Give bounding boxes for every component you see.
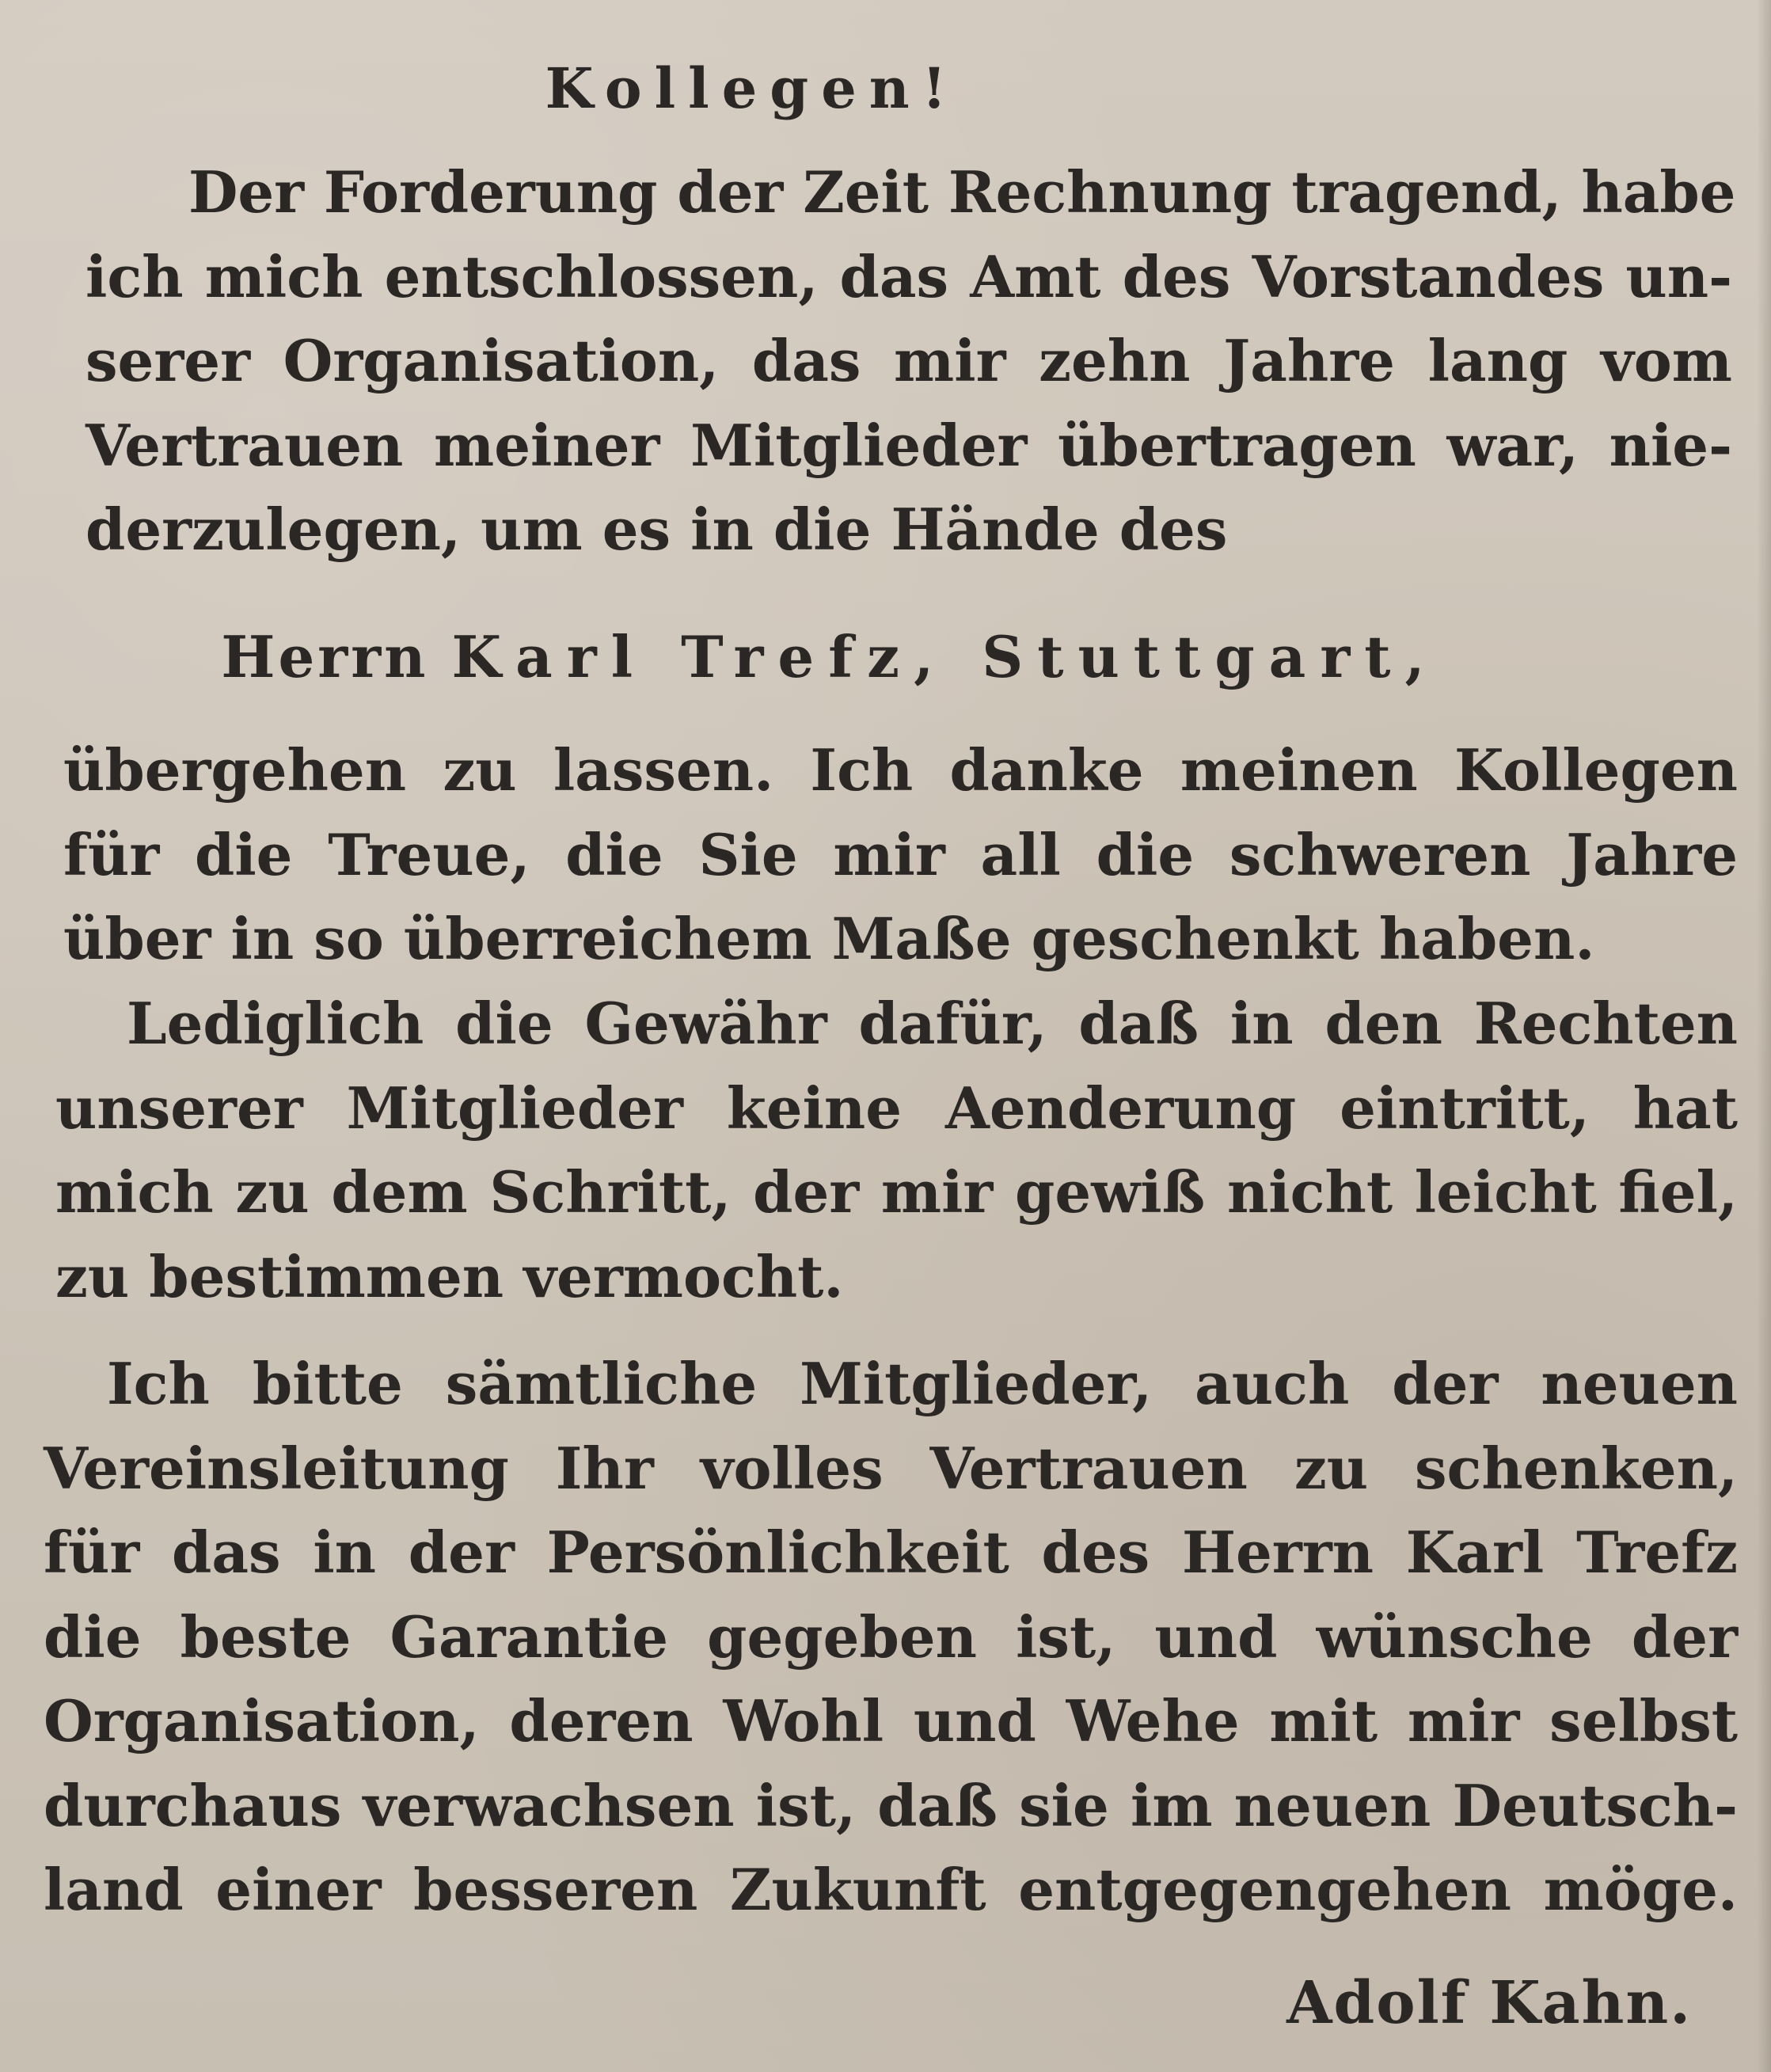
successor-name: Karl Trefz, Stuttgart,	[451, 623, 1439, 690]
paragraph-2-line: übergehen zu lassen. Ich danke meinen Kollegen	[63, 736, 1738, 804]
paragraph-4-line: Organisation, deren Wohl und Wehe mit mir selbst	[44, 1687, 1738, 1755]
paragraph-3-line: Lediglich die Gewähr dafür, daß in den Rechten	[127, 990, 1738, 1057]
paragraph-1	[86, 150, 1736, 572]
paragraph-1-line: derzulegen, um es in die Hände des	[86, 496, 1228, 563]
successor-salutation: Herrn	[221, 623, 452, 690]
successor-name-line	[0, 614, 1771, 701]
paragraph-4-line: Ich bitte sämtliche Mitglieder, auch der neuen	[107, 1350, 1738, 1417]
paragraph-3-line: mich zu dem Schritt, der mir gewiß nicht leicht fiel,	[55, 1158, 1738, 1226]
paragraph-4-line: für das in der Persönlichkeit des Herrn Karl Trefz	[44, 1519, 1738, 1586]
paragraph-4-line: Vereinsleitung Ihr volles Vertrauen zu schenken,	[44, 1434, 1738, 1502]
paragraph-2-line: für die Treue, die Sie mir all die schweren Jahre	[63, 820, 1738, 888]
paragraph-4-line: durchaus verwachsen ist, daß sie im neuen Deutsch-	[44, 1771, 1738, 1839]
paragraph-2-line: über in so überreichem Maße geschenkt haben.	[63, 905, 1595, 972]
paragraph-2	[63, 728, 1738, 982]
paragraph-3	[55, 982, 1738, 1319]
paragraph-3-line: zu bestimmen vermocht.	[55, 1242, 844, 1310]
paragraph-1-line: serer Organisation, das mir zehn Jahre lang vom	[86, 327, 1732, 394]
paragraph-3-line: unserer Mitglieder keine Aenderung eintritt, hat	[55, 1074, 1738, 1142]
paragraph-4-line: die beste Garantie gegeben ist, und wünsche der	[44, 1602, 1738, 1671]
signature: Adolf Kahn.	[1286, 1969, 1692, 2037]
paragraph-4	[44, 1342, 1738, 1933]
paragraph-1-line: ich mich entschlossen, das Amt des Vorstandes un-	[86, 242, 1732, 310]
document-title: Kollegen!	[545, 55, 960, 121]
paragraph-1-line: Vertrauen meiner Mitglieder übertragen war, nie-	[86, 411, 1732, 479]
page-edge-shadow	[1757, 0, 1771, 2072]
paragraph-4-line: land einer besseren Zukunft entgegengehen möge.	[44, 1856, 1738, 1923]
paragraph-1-line: Der Forderung der Zeit Rechnung tragend, habe	[188, 158, 1736, 226]
